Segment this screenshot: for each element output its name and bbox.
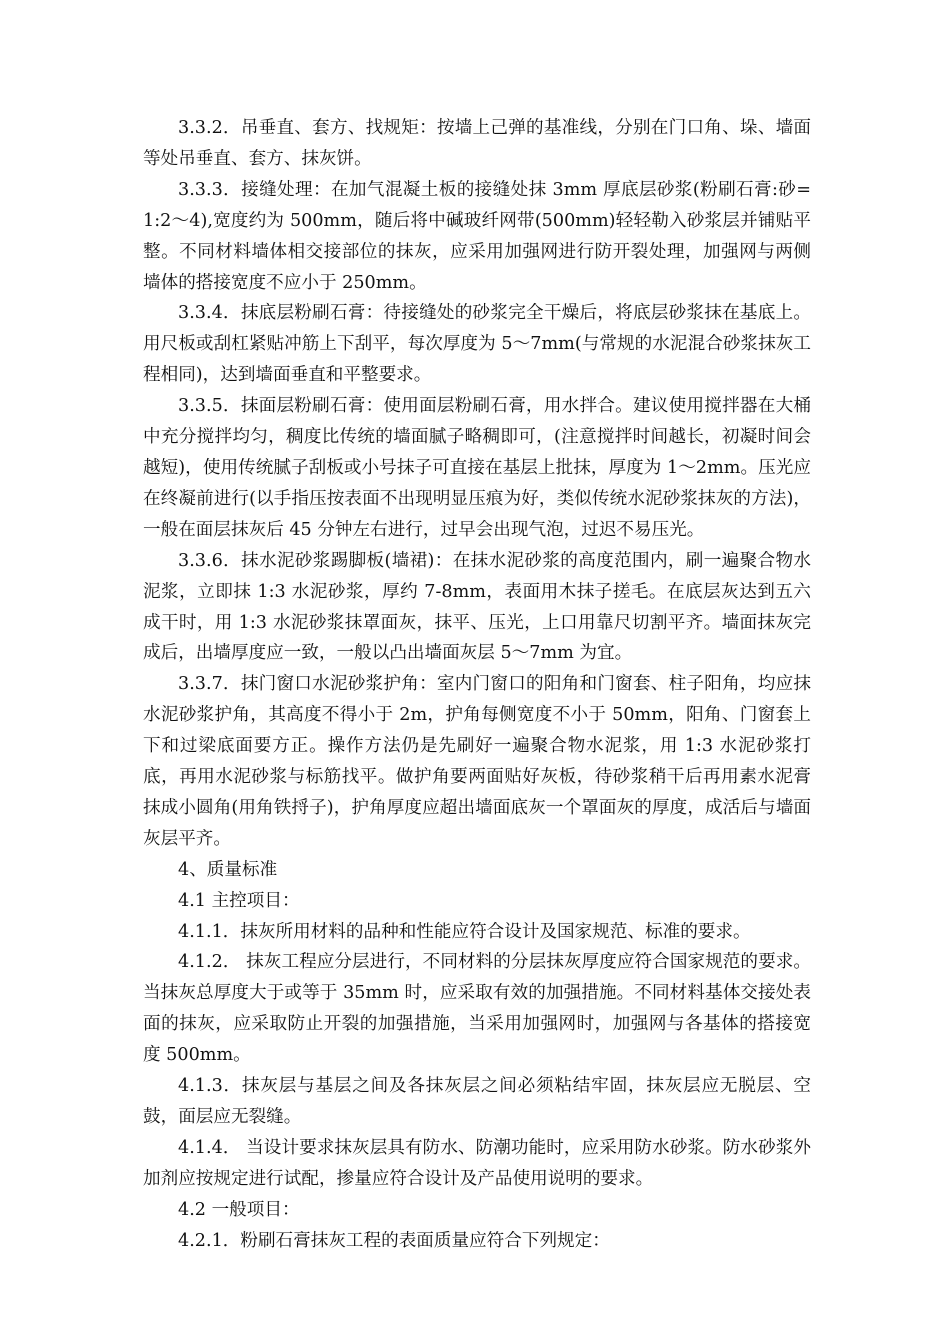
section-heading-quality-standard: 4、质量标准 xyxy=(178,859,278,880)
paragraph-3-3-4: 3.3.4．抹底层粉刷石膏：待接缝处的砂浆完全干燥后，将底层砂浆抹在基底上。用尺板或刮杠紧贴冲筋上下刮平，每次厚度为 5～7mm(与常规的水泥混合砂浆抹灰工程相同)，达到墙面垂直和平整要求。 xyxy=(143,303,811,386)
paragraph-4-1-3: 4.1.3．抹灰层与基层之间及各抹灰层之间必须粘结牢固，抹灰层应无脱层、空鼓，面层应无裂缝。 xyxy=(143,1076,811,1127)
subheading-main-control-items: 4.1 主控项目： xyxy=(178,890,300,911)
paragraph-3-3-6: 3.3.6．抹水泥砂浆踢脚板(墙裙)：在抹水泥砂浆的高度范围内，刷一遍聚合物水泥浆，立即抹 1:3 水泥砂浆，厚约 7-8mm，表面用木抹子搓毛。在底层灰达到五六成干时，用 1:3 水泥砂浆抹罩面灰，抹平、压光，上口用靠尺切割平齐。墙面抹灰完成后，出墙厚度应一致，一般以凸出墙面灰层 5～7mm 为宜。 xyxy=(143,550,811,664)
paragraph-3-3-5: 3.3.5．抹面层粉刷石膏：使用面层粉刷石膏，用水拌合。建议使用搅拌器在大桶中充分搅拌均匀，稠度比传统的墙面腻子略稠即可，(注意搅拌时间越长，初凝时间会越短)，使用传统腻子刮板或小号抹子可直接在基层上批抹，厚度为 1～2mm。压光应在终凝前进行(以手指压按表面不出现明显压痕为好，类似传统水泥砂浆抹灰的方法)，一般在面层抹灰后 45 分钟左右进行，过早会出现气泡，过迟不易压光。 xyxy=(143,396,811,540)
paragraph-3-3-2: 3.3.2．吊垂直、套方、找规矩：按墙上己弹的基准线，分别在门口角、垛、墙面等处吊垂直、套方、抹灰饼。 xyxy=(143,118,811,169)
paragraph-4-1-2: 4.1.2． 抹灰工程应分层进行，不同材料的分层抹灰厚度应符合国家规范的要求。当抹灰总厚度大于或等于 35mm 时，应采取有效的加强措施。不同材料基体交接处表面的抹灰，应采取防止开裂的加强措施，当采用加强网时，加强网与各基体的搭接宽度 500mm。 xyxy=(143,952,811,1066)
paragraph-4-2-1: 4.2.1．粉刷石膏抹灰工程的表面质量应符合下列规定： xyxy=(178,1230,610,1251)
paragraph-4-1-1: 4.1.1．抹灰所用材料的品种和性能应符合设计及国家规范、标准的要求。 xyxy=(178,921,751,942)
paragraph-3-3-7: 3.3.7．抹门窗口水泥砂浆护角：室内门窗口的阳角和门窗套、柱子阳角，均应抹水泥砂浆护角，其高度不得小于 2m，护角每侧宽度不小于 50mm，阳角、门窗套上下和过梁底面要方正。操作方法仍是先刷好一遍聚合物水泥浆，用 1:3 水泥砂浆打底，再用水泥砂浆与标筋找平。做护角要两面贴好灰板，待砂浆稍干后再用素水泥膏抹成小圆角(用角铁捋子)，护角厚度应超出墙面底灰一个罩面灰的厚度，成活后与墙面灰层平齐。 xyxy=(143,674,811,849)
document-body xyxy=(143,113,811,1257)
subheading-general-items: 4.2 一般项目： xyxy=(178,1199,300,1220)
paragraph-4-1-4: 4.1.4． 当设计要求抹灰层具有防水、防潮功能时，应采用防水砂浆。防水砂浆外加剂应按规定进行试配，掺量应符合设计及产品使用说明的要求。 xyxy=(143,1137,811,1189)
paragraph-3-3-3: 3.3.3．接缝处理：在加气混凝土板的接缝处抹 3mm 厚底层砂浆(粉刷石膏:砂=1:2～4),宽度约为 500mm，随后将中碱玻纤网带(500mm)轻轻勒入砂浆层并铺贴平整。不同材料墙体相交接部位的抹灰，应采用加强网进行防开裂处理，加强网与两侧墙体的搭接宽度不应小于 250mm。 xyxy=(143,179,811,293)
